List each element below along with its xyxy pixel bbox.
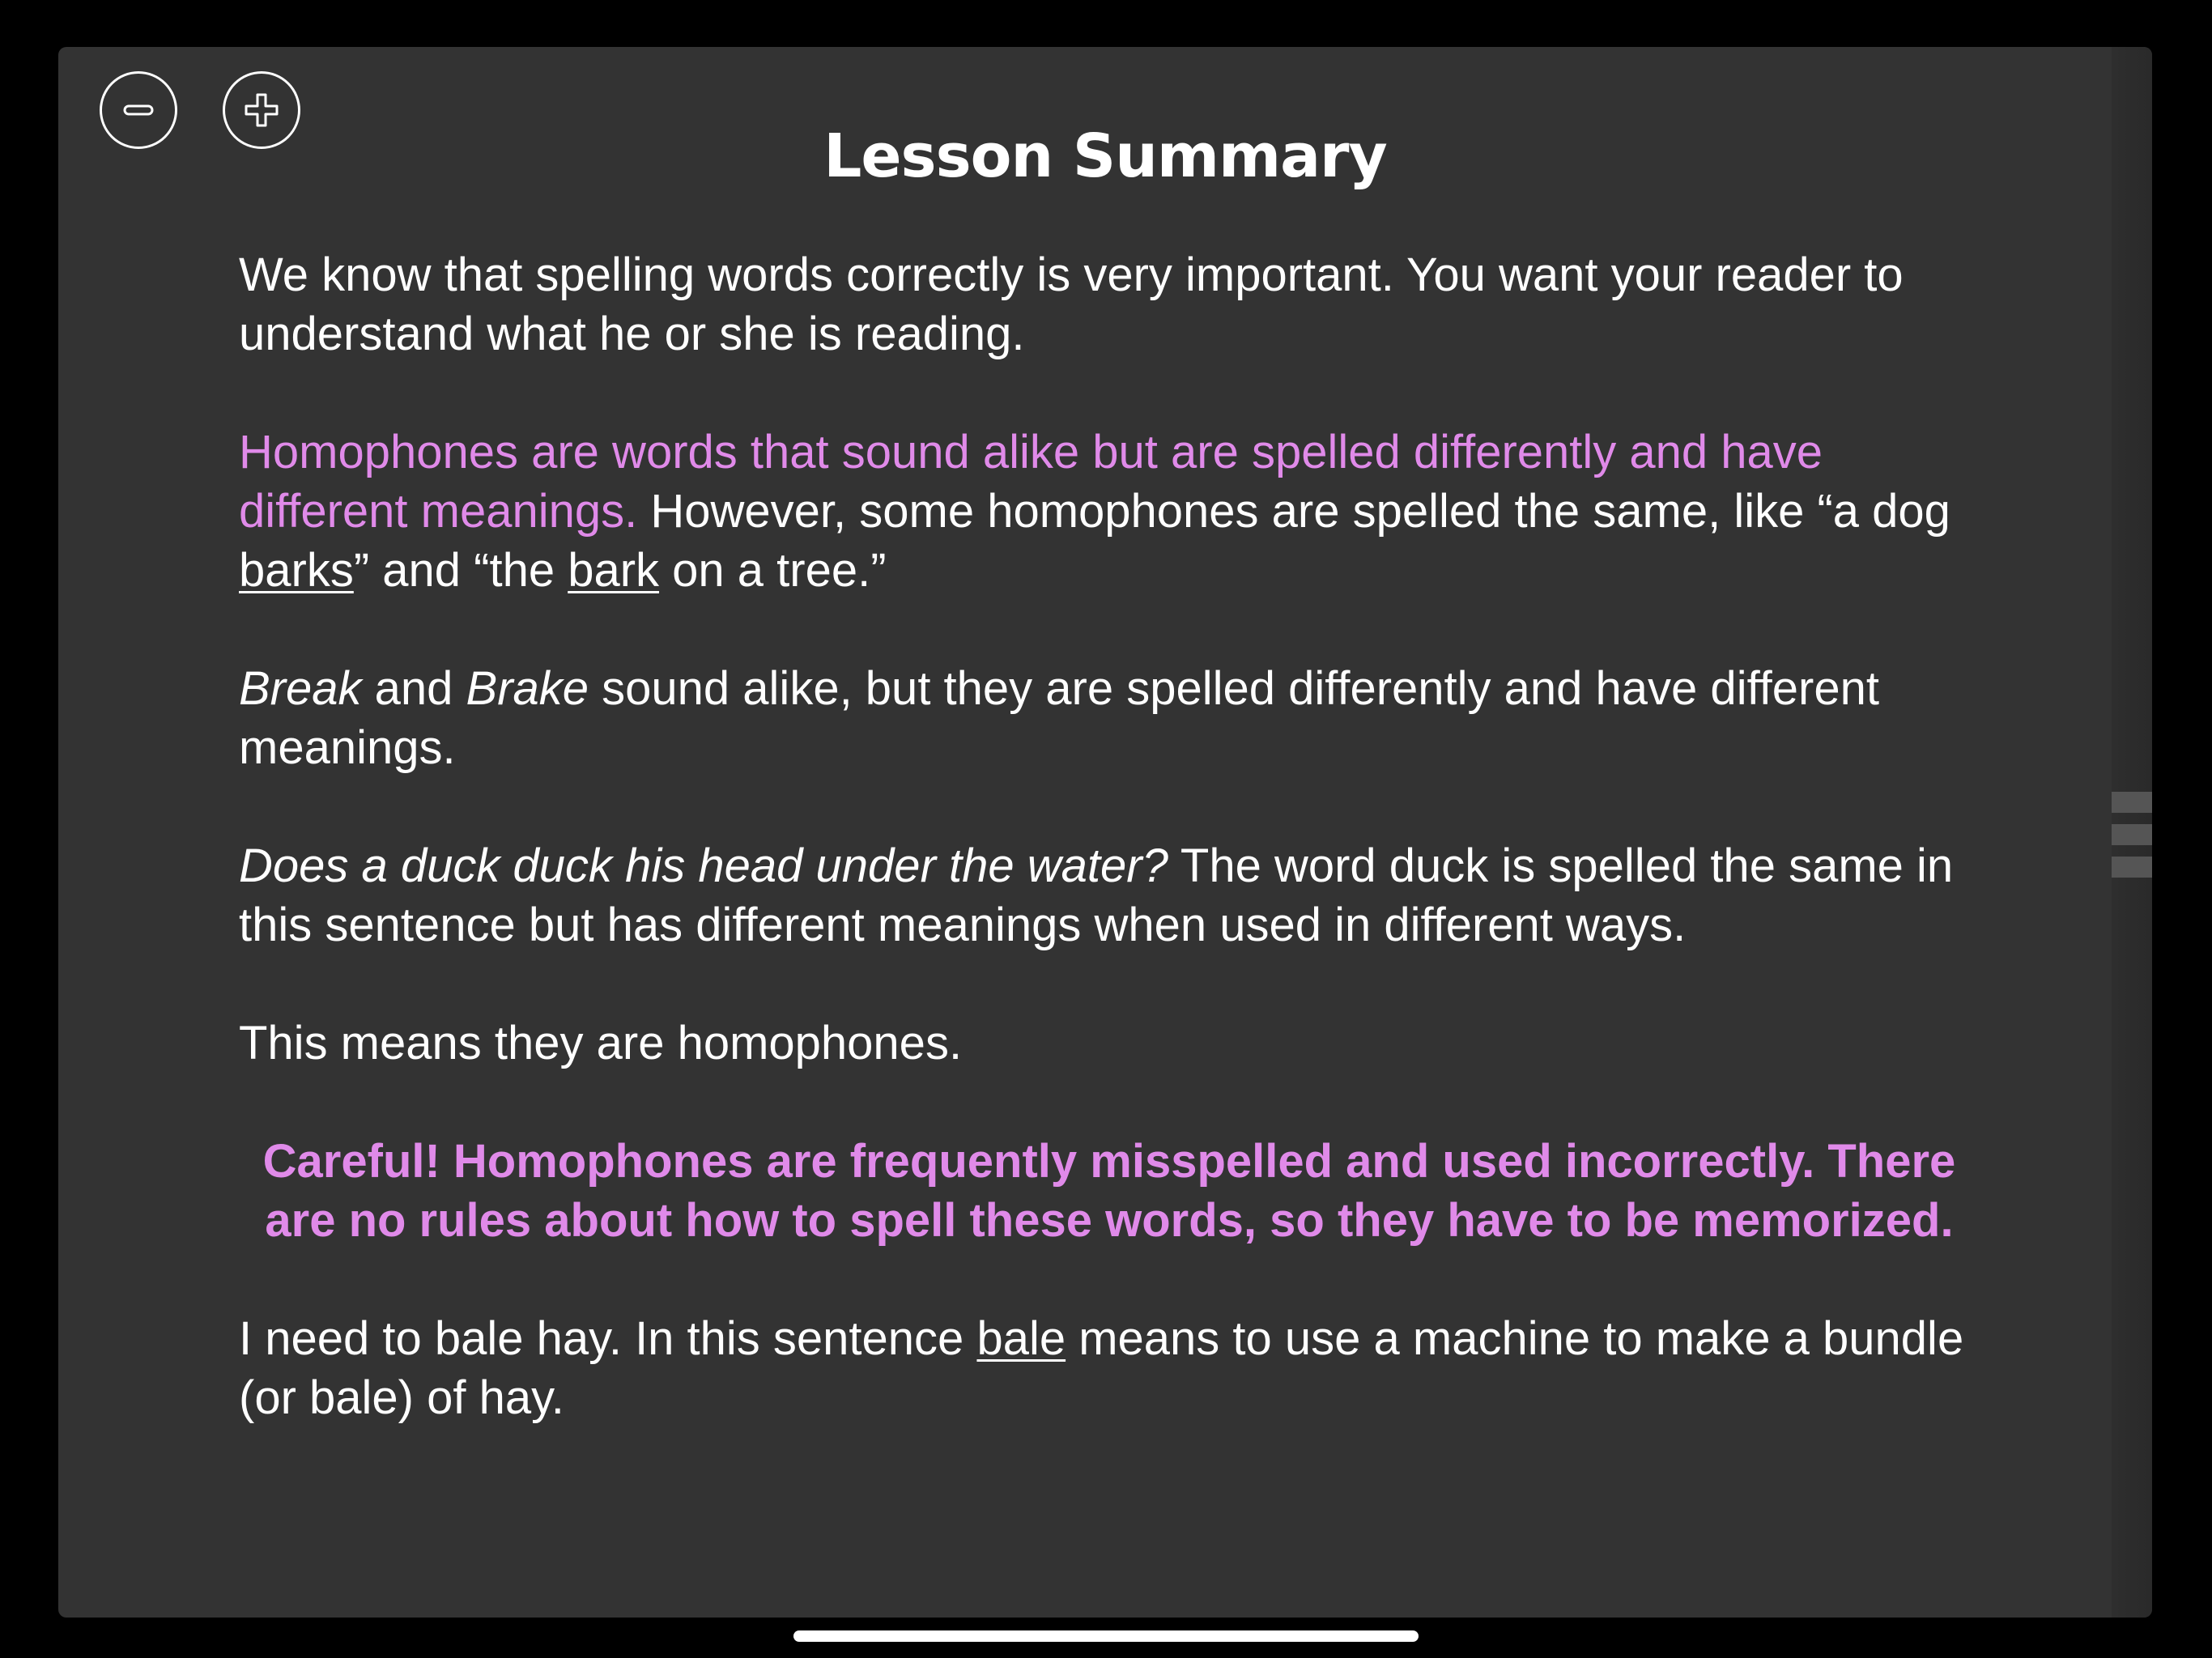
italic-word-break: Break [239, 662, 362, 715]
definition-text-1: However, some homophones are spelled the same, like “a dog [637, 485, 1950, 538]
duck-question: Does a duck duck his head under the water? [239, 840, 1168, 892]
lesson-content [239, 245, 1980, 1486]
break-brake-text: sound alike, but they are spelled differently and have different meanings. [239, 662, 1879, 774]
break-brake-and: and [361, 662, 466, 715]
duck-text: The word duck is spelled the same in this sentence but has different meanings when used in different ways. [239, 840, 1954, 951]
paragraph-bale [239, 1309, 1980, 1427]
paragraph-intro: We know that spelling words correctly is very important. You want your reader to understand what he or she is reading. [239, 249, 1904, 360]
paragraph-definition [239, 423, 1980, 600]
lesson-panel [58, 47, 2152, 1618]
paragraph-break-brake [239, 659, 1980, 777]
home-indicator[interactable] [793, 1630, 1419, 1642]
side-strip [2112, 47, 2152, 1618]
underlined-word-barks: barks [239, 544, 354, 597]
underlined-word-bale: bale [976, 1312, 1066, 1365]
scroll-handle-bar [2112, 857, 2152, 878]
paragraph-conclusion: This means they are homophones. [239, 1017, 963, 1069]
underlined-word-bark: bark [568, 544, 660, 597]
paragraph-duck [239, 836, 1980, 954]
definition-highlight: Homophones are words that sound alike but are spelled differently and have different meanings. [239, 426, 1823, 538]
scroll-handle-bar [2112, 824, 2152, 845]
definition-text-3: on a tree.” [659, 544, 887, 597]
scroll-handle[interactable] [2112, 792, 2152, 878]
italic-word-brake: Brake [466, 662, 589, 715]
definition-text-2: ” and “the [353, 544, 568, 597]
bale-text-2: means to use a machine to make a bundle (or bale) of hay. [239, 1312, 1964, 1424]
page-title: Lesson Summary [823, 121, 1387, 191]
scroll-handle-bar [2112, 792, 2152, 813]
careful-note: Careful! Homophones are frequently misspelled and used incorrectly. There are no rules about how to spell these words, so they have to be memorized. [262, 1135, 1956, 1247]
bale-text-1: I need to bale hay. In this sentence [239, 1312, 977, 1365]
